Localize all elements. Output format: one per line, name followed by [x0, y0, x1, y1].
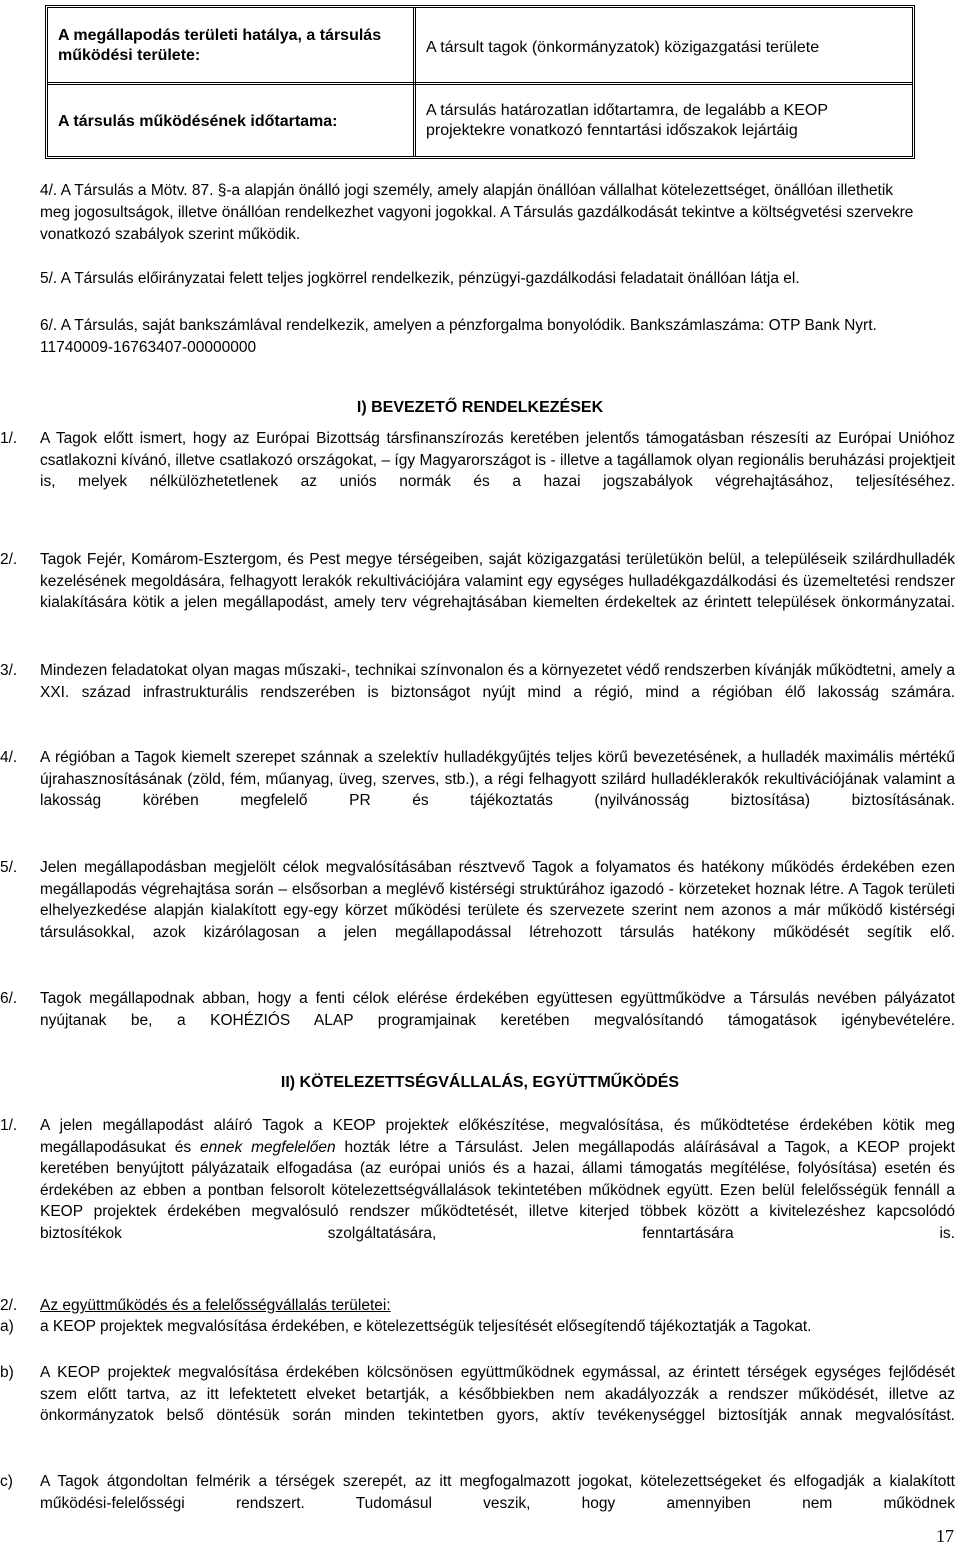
- item2-title-text: Az együttműködés és a felelősségvállalás területei:: [40, 1297, 391, 1314]
- item-b-text-italic: ek: [154, 1364, 171, 1381]
- section1-heading: I) BEVEZETŐ RENDELKEZÉSEK: [356, 399, 604, 416]
- info-table: [45, 5, 915, 159]
- item-a-number: a): [0, 1318, 14, 1335]
- section2-heading: II) KÖTELEZETTSÉGVÁLLALÁS, EGYÜTTMŰKÖDÉS: [280, 1074, 680, 1091]
- item1-text-a: A jelen megállapodást aláíró Tagok a KEOP projekt: [40, 1117, 433, 1134]
- table-row1-value: A társult tagok (önkormányzatok) közigazgatási területe: [426, 39, 820, 56]
- section1-item-text: A régióban a Tagok kiemelt szerepet szánnak a szelektív hulladékgyűjtés teljes körű bevezetésének, a hulladék maximális mértékű újrahasznosításának (zöld, fém, műanyag, üveg, szerves, stb.), a régi felhagyott szilárd hulladéklerakók rekultivációjának valamint a lakosság körében megfelelő PR és tájékoztatás (nyilvánosság biztosítása) biztosításának.: [40, 749, 955, 809]
- section2-item1-text: [40, 1115, 955, 1266]
- section1-item-text: Tagok megállapodnak abban, hogy a fenti célok elérése érdekében együttesen együttműködve a Társulás nevében pályázatot nyújtanak be, a KOHÉZIÓS ALAP programjainak keretében megvalósítandó támogatások igénybevételére.: [40, 990, 955, 1029]
- item-b-text-c: megvalósítása érdekében kölcsönösen együttműködnek egymással, az érintett térségek egységes fejlődését szem előtt tartva, az itt lefektetett elveket betartják, a későbbiekben nem akadályozzák a rendszer működését, illetve az önkormányzatok belső döntésük során minden tekintetben gyors, aktív tevékenységgel biztosítják annak megvalósítást.: [40, 1364, 955, 1424]
- page-number: 17: [936, 1526, 954, 1546]
- section1-item-number: 4/.: [0, 749, 18, 766]
- item-b-number: b): [0, 1364, 14, 1381]
- item-c-number: c): [0, 1473, 13, 1490]
- intro-paragraph-6: 6/. A Társulás, saját bankszámlával rendelkezik, amelyen a pénzforgalma bonyolódik. Bankszámlaszáma: OTP Bank Nyrt. 11740009-16763407-00000000: [40, 317, 877, 356]
- section1-item-text: Jelen megállapodásban megjelölt célok megvalósításában résztvevő Tagok a folyamatos és hatékony működés érdekében ezen megállapodás végrehajtása során – elsősorban a meglévő kistérségi struktúrához igazodó - körzeteket hoznak létre. A Tagok területi elhelyezkedése alapján kialakított egy-egy körzet működési területe és szervezete szerint nem azonos a már működő kistérségi társulásokkal, azok kizárólagosan a jelen megállapodással létrehozott társulás hatékony működését segítik elő.: [40, 859, 955, 941]
- item1-text-c: előkészítése, megvalósítása, és működtetése érdekében kötik meg megállapodásukat és: [40, 1117, 956, 1156]
- item-b-text: [40, 1362, 955, 1448]
- section1-item-number: 2/.: [0, 551, 18, 568]
- item1-text-e: hozták létre a Társulást. Jelen megállapodás aláírásával a Tagok, a KEOP projekt keretében benyújtott pályázataik elfogadása (az európai uniós és a hazai, állami támogatás megítélése, folyósítása) esetén és érdekében az ebben a pontban felsorolt kötelezettségvállalások tekintetében működnek együtt. Ezen belül felelősségük fennáll a KEOP projektek érdekében megvalósuló rendszer működtetését, illetve kiterjed többek között a kivitelezéshez kapcsolódó biztosítékok szolgáltatására, fenntartására is.: [40, 1138, 955, 1242]
- table-divider-horizontal: [48, 82, 912, 85]
- item1-text-italic-2: ennek megfelelően: [199, 1138, 336, 1156]
- table-row2-label: A társulás működésének időtartama:: [58, 113, 338, 130]
- section2-item1-number: 1/.: [0, 1117, 18, 1134]
- table-row1-label: A megállapodás területi hatálya, a társulás működési területe:: [58, 27, 382, 64]
- section1-item-number: 5/.: [0, 859, 18, 876]
- item-b-text-a: A KEOP projekt: [40, 1364, 155, 1381]
- item-a-text: a KEOP projektek megvalósítása érdekében, e kötelezettségük teljesítését elősegítendő tájékoztatják a Tagokat.: [40, 1318, 812, 1335]
- item-c-text: A Tagok átgondoltan felmérik a térségek szerepét, az itt megfogalmazott jogokat, kötelezettségeket és elfogadják a kialakított működési-felelősségi rendszert. Tudomásul veszik, hogy amennyiben nem működnek: [40, 1473, 955, 1512]
- section2-item2-title: [40, 1295, 955, 1317]
- table-row2-value: A társulás határozatlan időtartamra, de legalább a KEOP projektekre vonatkozó fenntartási időszakok lejártáig: [426, 102, 828, 139]
- section1-item-text: Mindezen feladatokat olyan magas műszaki-, technikai színvonalon és a környezetet védő rendszerben kívánják működtetni, amely a XXI. század infrastrukturális rendszerében is biztonságot nyújt mind a régió, mind a régióban élő lakosság számára.: [40, 662, 955, 701]
- item1-text-italic: ek: [432, 1117, 449, 1134]
- section1-item-number: 1/.: [0, 430, 18, 447]
- section1-item-text: Tagok Fejér, Komárom-Esztergom, és Pest megye térségeiben, saját közigazgatási területükön belül, a településeik szilárdhulladék kezelésének megoldására, felhagyott lerakók rekultivációjára valamint egy egységes hulladékgazdálkodási és üzemeltetési rendszer kialakítására kötik a jelen megállapodást, amely terv végrehajtásában kiemelten érdekeltek az érintett települések önkormányzatai.: [40, 551, 955, 611]
- section1-item-number: 6/.: [0, 990, 18, 1007]
- section1-item-text: A Tagok előtt ismert, hogy az Európai Bizottság társfinanszírozás keretében jelentős támogatásban részesíti az Európai Unióhoz csatlakozni kívánó, illetve csatlakozó országokat, – így Magyarországot is - illetve a tagállamok olyan regionális beruházási projektjeit is, melyek nélkülözhetetlenek az uniós normák és a hazai jogszabályok végrehajtásához, teljesítéséhez.: [40, 430, 955, 490]
- section2-item2-number: 2/.: [0, 1297, 18, 1314]
- intro-paragraph-5: 5/. A Társulás előirányzatai felett teljes jogkörrel rendelkezik, pénzügyi-gazdálkodási feladatait önállóan látja el.: [40, 270, 800, 287]
- intro-paragraph-4: 4/. A Társulás a Mötv. 87. §-a alapján önálló jogi személy, amely alapján önállóan vállalhat kötelezettséget, önállóan illethetik meg jogosultságok, illetve önállóan rendelkezhet vagyoni jogokkal. A Társulás gazdálkodását tekintve a költségvetési szervekre vonatkozó szabályok szerint működik.: [40, 182, 914, 243]
- section1-item-number: 3/.: [0, 662, 18, 679]
